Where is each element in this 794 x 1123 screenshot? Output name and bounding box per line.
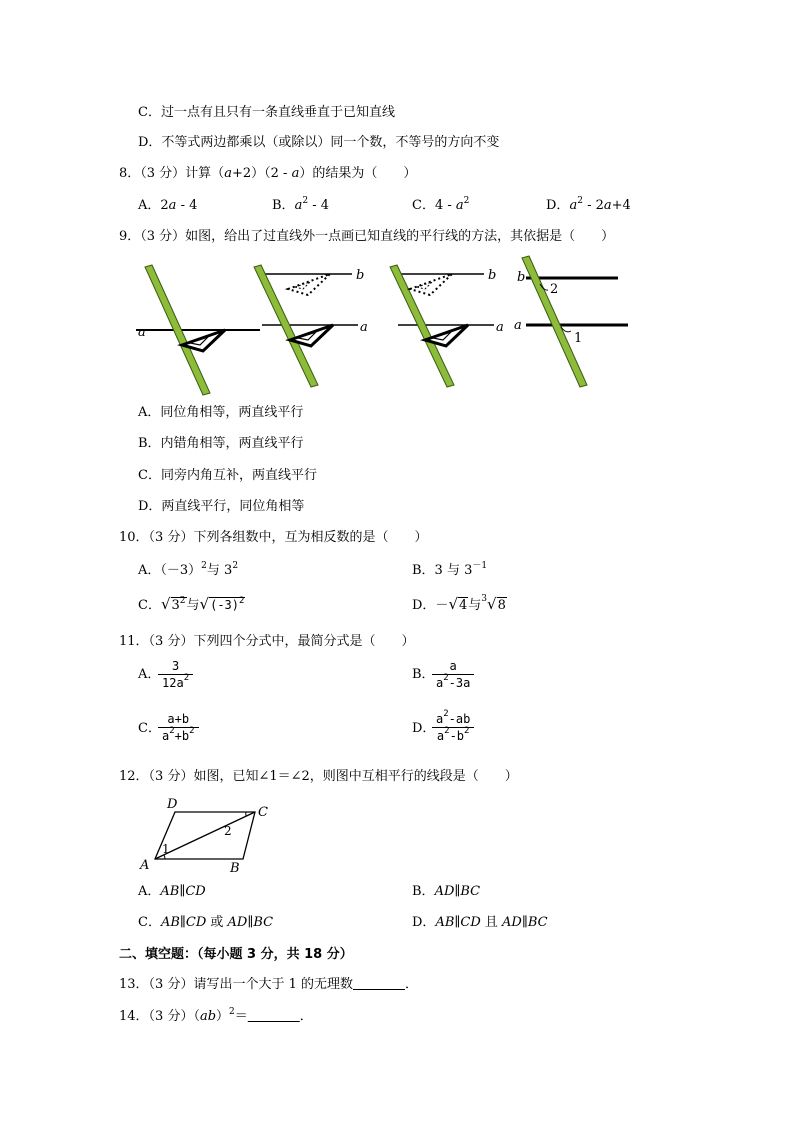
q13-answer-blank[interactable]: ________ (352, 977, 405, 992)
q11-option-c-label: C． (138, 721, 161, 736)
q9-label-a4: a (514, 318, 522, 333)
q9-panel-4 (514, 256, 628, 387)
q8-option-a: A．2a - 4 (138, 198, 198, 213)
q9-label-a2: a (360, 320, 368, 335)
q8-option-c: C．$4 - a^2$ (412, 196, 470, 213)
q13-stem: 13．（3 分）请写出一个大于 1 的无理数________． (119, 977, 418, 992)
q11-stem: 11．（3 分）下列四个分式中，最简分式是（ ） (119, 634, 415, 649)
q9-option-b: B．内错角相等，两直线平行 (138, 436, 304, 451)
q9-angle-1: 1 (574, 331, 583, 346)
q12-vertex-c: C (258, 805, 268, 820)
q12-angle-1: 1 (162, 842, 170, 856)
q11-option-a-label: A． (138, 667, 161, 682)
q14-stem: 14．（3 分）（ab）$^2$＝________． (119, 1007, 313, 1024)
q9-angle-2: 2 (550, 282, 559, 297)
q12-option-c: C．AB∥CD 或 AD∥BC (138, 915, 274, 930)
q11-option-d-label: D． (412, 721, 436, 736)
q9-label-b4: b (517, 270, 526, 285)
section-2-title: 二、填空题：（每小题 3 分，共 18 分） (119, 947, 353, 962)
q11-option-a-fraction: 3 $12a^2$ (158, 658, 193, 691)
q12-vertex-a: A (140, 858, 150, 873)
q9-label-a3: a (496, 320, 504, 335)
q12-vertex-b: B (230, 861, 240, 876)
q9-option-c: C．同旁内角互补，两直线平行 (138, 468, 317, 483)
q12-option-a: A．AB∥CD (138, 884, 206, 899)
q10-option-d: D．－√4与$^3$√8 (412, 594, 506, 613)
q9-option-d: D．两直线平行，同位角相等 (138, 499, 305, 514)
q9-figure (130, 255, 640, 400)
q11-option-b-fraction: a $a^2-3a$ (432, 658, 474, 691)
q9-option-a: A．同位角相等，两直线平行 (138, 405, 304, 420)
q10-option-b: B．3 与 $3^{-1}$ (412, 561, 488, 578)
q9-label-b3: b (488, 268, 497, 283)
q10-option-c: C．$√3^2$与$√(-3)^2$ (138, 595, 245, 613)
q12-figure (135, 795, 275, 877)
q11-option-b-label: B． (412, 667, 435, 682)
q8-option-b: B．$a^2 - 4$ (272, 196, 329, 213)
q8-option-d: D．$a^2 - 2a+4$ (546, 196, 631, 213)
q9-panel-2 (254, 265, 368, 387)
q7-option-d: D．不等式两边都乘以（或除以）同一个数，不等号的方向不变 (138, 135, 500, 150)
q9-stem: 9．（3 分）如图，给出了过直线外一点画已知直线的平行线的方法，其依据是（ ） (119, 229, 615, 244)
q12-option-b: B．AD∥BC (412, 884, 481, 899)
q12-vertex-d: D (167, 797, 178, 812)
q14-answer-blank[interactable]: ________ (247, 1009, 300, 1024)
q11-option-d-fraction: $a^2-ab$ $a^2-b^2$ (432, 711, 474, 744)
q9-label-b2: b (356, 268, 365, 283)
q11-option-c-fraction: a+b $a^2+b^2$ (158, 711, 199, 744)
q12-stem: 12．（3 分）如图，已知∠1＝∠2，则图中互相平行的线段是（ ） (119, 769, 518, 784)
q8-stem: 8．（3 分）计算（a+2）（2 - a）的结果为（ ） (119, 166, 417, 181)
q10-option-a: A．$(-3)^2$与 $3^2$ (138, 561, 239, 578)
q9-label-a1: a (138, 325, 146, 340)
q10-stem: 10．（3 分）下列各组数中，互为相反数的是（ ） (119, 530, 428, 545)
q9-panel-1 (136, 265, 260, 395)
q12-angle-2: 2 (224, 824, 232, 838)
q12-option-d: D．AB∥CD 且 AD∥BC (412, 915, 548, 930)
q9-panel-3 (390, 265, 504, 387)
q7-option-c: C．过一点有且只有一条直线垂直于已知直线 (138, 105, 395, 120)
